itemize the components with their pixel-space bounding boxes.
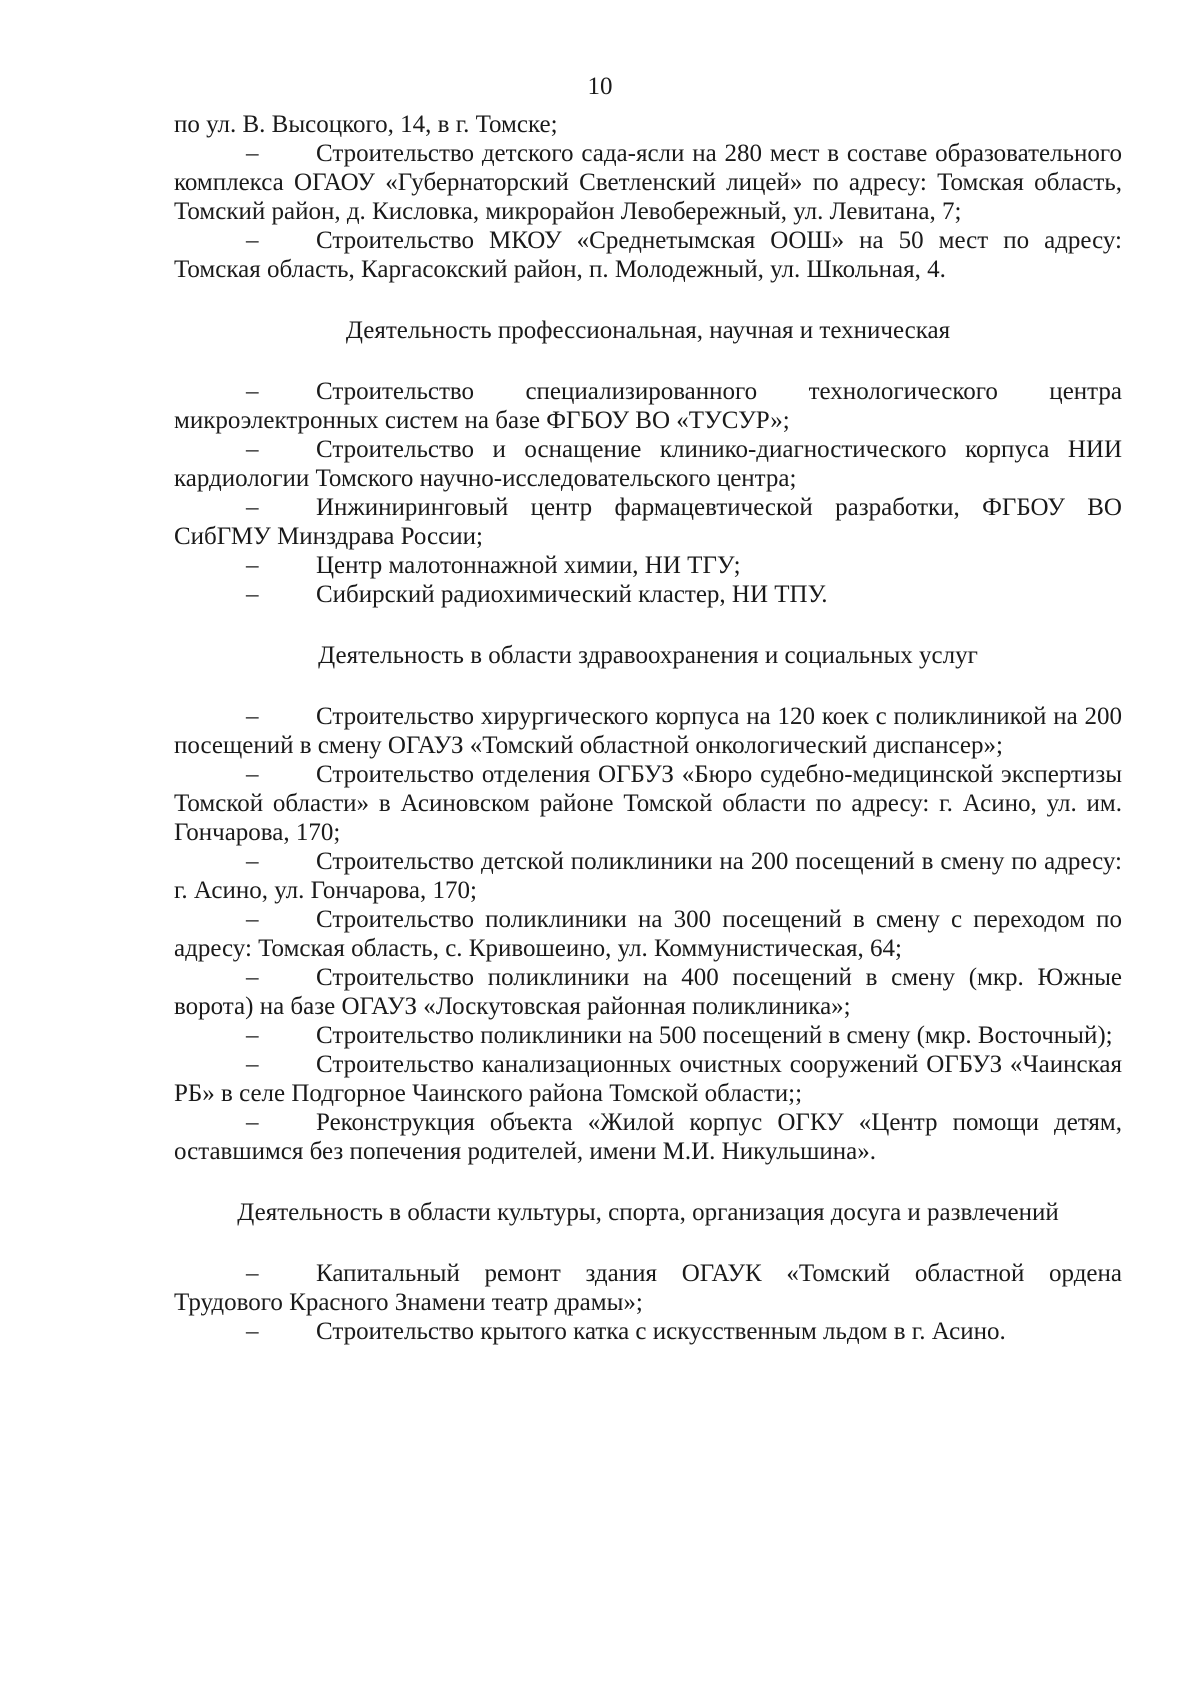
list-item bbox=[174, 1108, 1122, 1166]
list-item bbox=[174, 1317, 1122, 1346]
list-dash: – bbox=[246, 140, 259, 167]
list-item-text: Строительство и оснащение клинико-диагностического корпуса НИИ кардиологии Томского научно-исследовательского центра; bbox=[174, 436, 1122, 492]
list-dash: – bbox=[246, 761, 259, 788]
list-item-text: Строительство поликлиники на 400 посещений в смену (мкр. Южные ворота) на базе ОГАУЗ «Лоскутовская районная поликлиника»; bbox=[174, 964, 1122, 1020]
list-item bbox=[174, 760, 1122, 847]
list-item bbox=[174, 139, 1122, 226]
list-dash: – bbox=[246, 552, 259, 579]
list-item bbox=[174, 1050, 1122, 1108]
list-dash: – bbox=[246, 1318, 259, 1345]
list-item bbox=[174, 377, 1122, 435]
document-body bbox=[174, 110, 1122, 1346]
list-item-text: Строительство поликлиники на 500 посещений в смену (мкр. Восточный); bbox=[316, 1022, 1113, 1049]
list-dash: – bbox=[246, 703, 259, 730]
list-item bbox=[174, 1259, 1122, 1317]
list-dash: – bbox=[246, 1051, 259, 1078]
list-item-text: Строительство канализационных очистных сооружений ОГБУЗ «Чаинская РБ» в селе Подгорное Чаинского района Томской области;; bbox=[174, 1051, 1122, 1107]
section-heading: Деятельность в области здравоохранения и социальных услуг bbox=[318, 642, 978, 669]
list-dash: – bbox=[246, 906, 259, 933]
list-dash: – bbox=[246, 1022, 259, 1049]
section-heading: Деятельность в области культуры, спорта, организация досуга и развлечений bbox=[237, 1199, 1059, 1226]
list-item-text: Строительство отделения ОГБУЗ «Бюро судебно-медицинской экспертизы Томской области» в Асиновском районе Томской области по адресу: г. Асино, ул. им. Гончарова, 170; bbox=[174, 761, 1122, 846]
list-item-text: Центр малотоннажной химии, НИ ТГУ; bbox=[316, 552, 741, 579]
list-item bbox=[174, 493, 1122, 551]
section-heading: Деятельность профессиональная, научная и техническая bbox=[345, 317, 951, 344]
list-dash: – bbox=[246, 964, 259, 991]
list-item-text: Строительство специализированного технологического центра микроэлектронных систем на базе ФГБОУ ВО «ТУСУР»; bbox=[174, 378, 1122, 434]
list-item-text: Строительство детской поликлиники на 200 посещений в смену по адресу: г. Асино, ул. Гончарова, 170; bbox=[174, 848, 1122, 904]
list-dash: – bbox=[246, 378, 259, 405]
list-dash: – bbox=[246, 1260, 259, 1287]
list-item-text: Строительство поликлиники на 300 посещений в смену с переходом по адресу: Томская область, с. Кривошеино, ул. Коммунистическая, 64; bbox=[174, 906, 1122, 962]
list-item-text: Строительство детского сада-ясли на 280 мест в составе образовательного комплекса ОГАОУ «Губернаторский Светленский лицей» по адресу: Томская область, Томский район, д. Кисловка, микрорайон Левобережный, ул. Левитана, 7; bbox=[174, 140, 1122, 225]
list-item bbox=[174, 847, 1122, 905]
list-item bbox=[174, 1021, 1122, 1050]
list-item bbox=[174, 226, 1122, 284]
list-item-text: Сибирский радиохимический кластер, НИ ТПУ. bbox=[316, 581, 828, 608]
list-item bbox=[174, 905, 1122, 963]
list-item-text: Реконструкция объекта «Жилой корпус ОГКУ «Центр помощи детям, оставшимся без попечения родителей, имени М.И. Никульшина». bbox=[174, 1109, 1122, 1165]
list-item-text: Строительство МКОУ «Среднетымская ООШ» на 50 мест по адресу: Томская область, Каргасокский район, п. Молодежный, ул. Школьная, 4. bbox=[174, 227, 1122, 283]
list-item bbox=[174, 963, 1122, 1021]
list-item-text: Капитальный ремонт здания ОГАУК «Томский областной ордена Трудового Красного Знамени театр драмы»; bbox=[174, 1260, 1122, 1316]
list-dash: – bbox=[246, 581, 259, 608]
intro-line: по ул. В. Высоцкого, 14, в г. Томске; bbox=[174, 111, 558, 138]
list-item bbox=[174, 702, 1122, 760]
list-dash: – bbox=[246, 848, 259, 875]
list-dash: – bbox=[246, 436, 259, 463]
list-item bbox=[174, 580, 1122, 609]
list-item-text: Строительство крытого катка с искусственным льдом в г. Асино. bbox=[316, 1318, 1006, 1345]
page-number: 10 bbox=[587, 73, 613, 100]
list-dash: – bbox=[246, 227, 259, 254]
list-item bbox=[174, 435, 1122, 493]
list-item-text: Строительство хирургического корпуса на 120 коек с поликлиникой на 200 посещений в смену ОГАУЗ «Томский областной онкологический диспансер»; bbox=[174, 703, 1122, 759]
list-item-text: Инжиниринговый центр фармацевтической разработки, ФГБОУ ВО СибГМУ Минздрава России; bbox=[174, 494, 1122, 550]
list-item bbox=[174, 551, 1122, 580]
list-dash: – bbox=[246, 494, 259, 521]
list-dash: – bbox=[246, 1109, 259, 1136]
